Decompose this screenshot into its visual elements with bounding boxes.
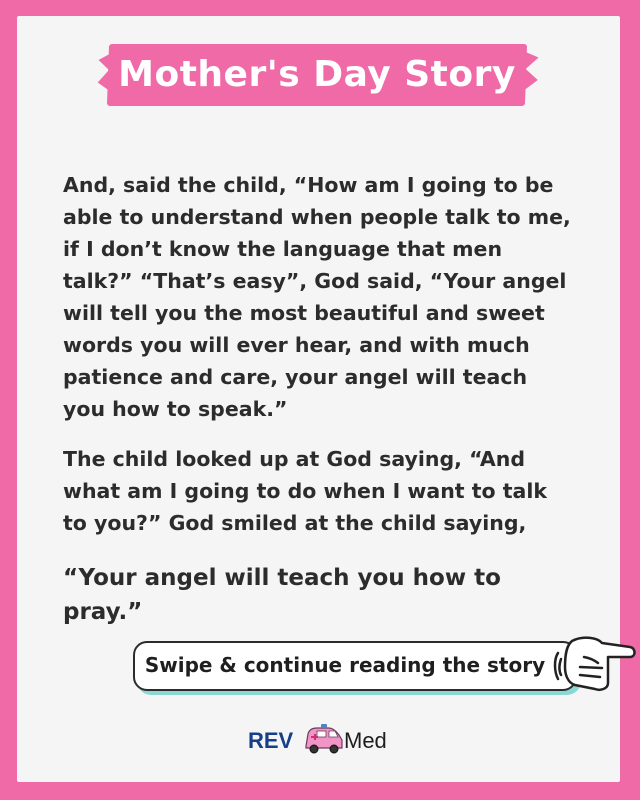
- revmed-logo: [248, 720, 398, 760]
- story-paragraph-2: The child looked up at God saying, “And what am I going to do when I want to talk to you?” God smiled at the child saying,: [63, 447, 548, 535]
- logo-rev-text: REV: [248, 728, 294, 753]
- story-paragraph-3: “Your angel will teach you how to pray.”: [63, 565, 501, 625]
- story-paragraph-1: And, said the child, “How am I going to be able to understand when people talk to me, if I don’t know the language that men talk?” “That’s easy”, God said, “Your angel will tell you the most beautiful and sweet words you will ever hear, and with much patience and care, your angel will teach you how to speak.”: [63, 173, 571, 421]
- swipe-continue-button[interactable]: [133, 641, 577, 691]
- story-text: [63, 169, 573, 647]
- pointing-hand-icon: [550, 623, 636, 699]
- ambulance-van-icon: [302, 722, 344, 758]
- swipe-continue-label: Swipe & continue reading the story: [144, 653, 546, 677]
- logo-med-text: Med: [344, 728, 387, 753]
- page-title: Mother's Day Story: [118, 54, 516, 95]
